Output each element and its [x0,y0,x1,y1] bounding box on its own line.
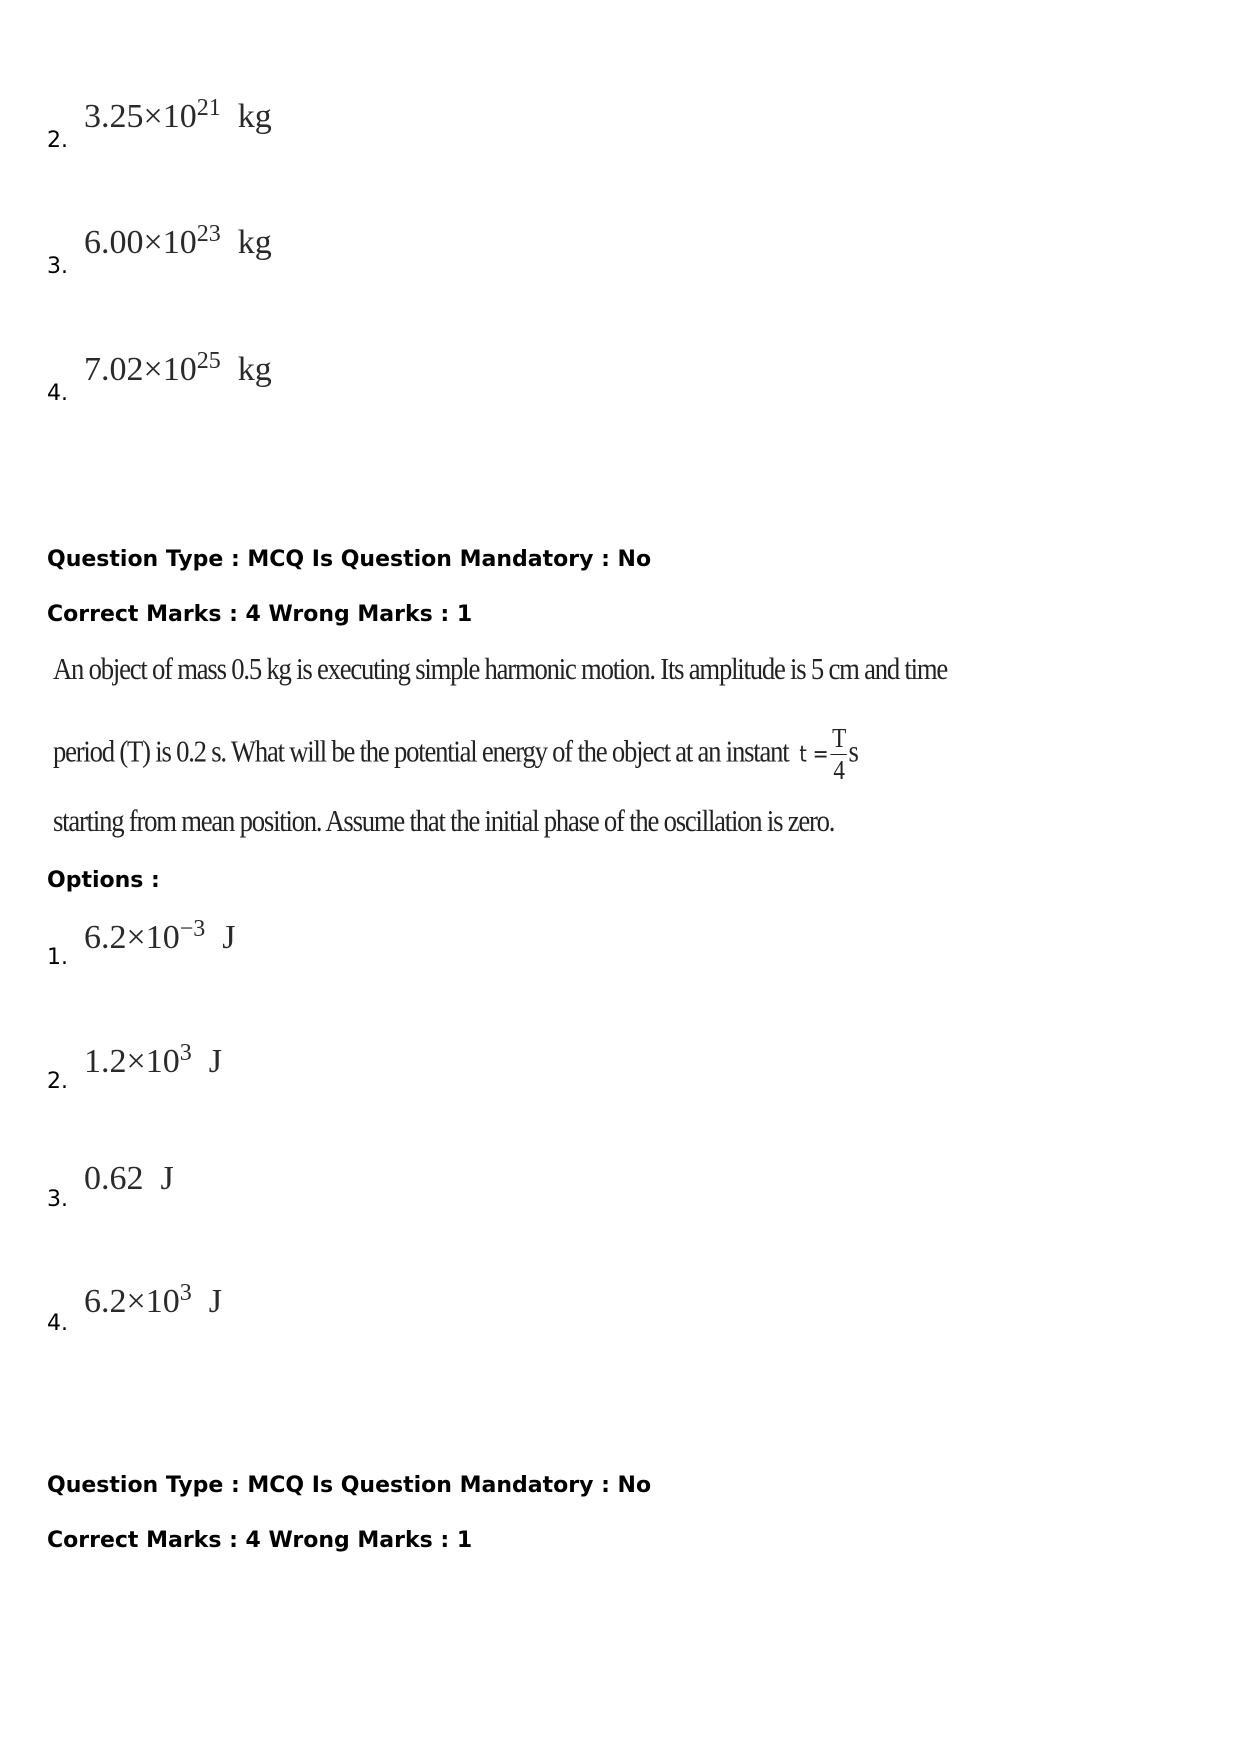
question-text-line-2: period (T) is 0.2 s. What will be the potential energy of the object at an instant t = $\frac{T}{4}$ s [53,723,858,785]
question-marks-line: Correct Marks : 4 Wrong Marks : 1 [47,602,473,627]
option-value: $6.2\times 10^3$ J [84,1280,222,1320]
formula-fraction: $\frac{T}{4}$ [832,723,846,785]
options-label: Options : [47,868,160,893]
option-number: 3. [47,1187,68,1212]
option-number: 3. [47,254,68,279]
question-type-line: Question Type : MCQ Is Question Mandatory : No [47,547,652,572]
option-number: 2. [47,128,68,153]
question-text-line-3: starting from mean position. Assume that the initial phase of the oscillation is zero. [53,803,835,838]
option-number: 4. [47,381,68,406]
option-number: 4. [47,1311,68,1336]
question-marks-line: Correct Marks : 4 Wrong Marks : 1 [47,1528,473,1553]
option-value: 0.62 J [84,1160,174,1197]
question-text-line-1: An object of mass 0.5 kg is executing simple harmonic motion. Its amplitude is 5 cm and time [53,651,947,686]
option-value: $3.25\times 10^{21}$ kg [84,95,272,135]
option-number: 2. [47,1069,68,1094]
option-value: $6.00\times 10^{23}$ kg [84,221,272,261]
option-value: $6.2\times 10^{-3}$ J [84,916,236,956]
option-value: $7.02\times 10^{25}$ kg [84,348,272,388]
option-value: $1.2\times 10^3$ J [84,1040,222,1080]
option-number: 1. [47,945,68,970]
question-type-line: Question Type : MCQ Is Question Mandatory : No [47,1473,652,1498]
formula-unit: s [848,733,858,769]
formula-t: t = [799,742,829,768]
